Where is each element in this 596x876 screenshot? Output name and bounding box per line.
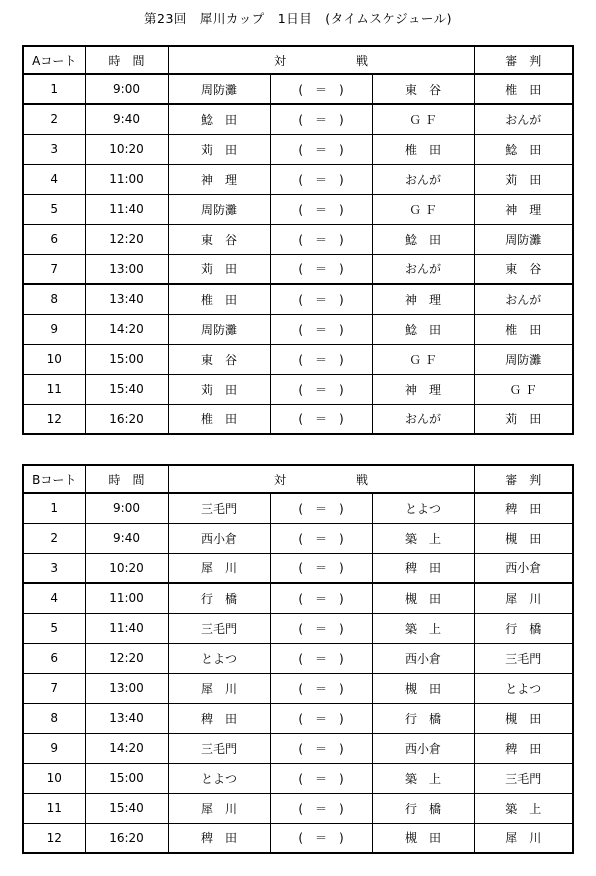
referee-team: Ｇ Ｆ: [474, 374, 573, 404]
team-2: 行 橋: [372, 703, 474, 733]
match-header: [168, 465, 474, 493]
referee-team: おんが: [474, 284, 573, 314]
court-b-rows: [23, 465, 573, 853]
referee-team: 犀 川: [474, 583, 573, 613]
table-row: [23, 284, 573, 314]
referee-team: 稗 田: [474, 733, 573, 763]
team-2: 神 理: [372, 284, 474, 314]
team-1: 稗 田: [168, 823, 270, 853]
match-time: 15:40: [85, 793, 168, 823]
time-header: 時 間: [85, 46, 168, 74]
referee-team: 神 理: [474, 194, 573, 224]
team-1: 行 橋: [168, 583, 270, 613]
team-2: 東 谷: [372, 74, 474, 104]
score-cell: ( ＝ ): [270, 284, 372, 314]
team-2: 槻 田: [372, 673, 474, 703]
score-cell: ( ＝ ): [270, 314, 372, 344]
team-1: 鯰 田: [168, 104, 270, 134]
court-b-schedule-table: [22, 464, 574, 854]
match-number: 4: [23, 164, 85, 194]
team-2: 行 橋: [372, 793, 474, 823]
team-1: 周防灘: [168, 74, 270, 104]
team-2: 鯰 田: [372, 314, 474, 344]
team-2: 鯰 田: [372, 224, 474, 254]
team-2: 築 上: [372, 523, 474, 553]
team-2: 神 理: [372, 374, 474, 404]
referee-team: 槻 田: [474, 523, 573, 553]
team-1: 犀 川: [168, 553, 270, 583]
team-2: 槻 田: [372, 583, 474, 613]
team-2: 稗 田: [372, 553, 474, 583]
referee-team: 周防灘: [474, 224, 573, 254]
match-time: 9:00: [85, 493, 168, 523]
match-time: 13:00: [85, 254, 168, 284]
score-cell: ( ＝ ): [270, 224, 372, 254]
team-1: 周防灘: [168, 314, 270, 344]
referee-team: 築 上: [474, 793, 573, 823]
match-time: 10:20: [85, 134, 168, 164]
match-header-left: 対: [273, 472, 286, 487]
table-row: [23, 164, 573, 194]
score-cell: ( ＝ ): [270, 74, 372, 104]
referee-team: 苅 田: [474, 164, 573, 194]
referee-team: 三毛門: [474, 763, 573, 793]
match-time: 16:20: [85, 823, 168, 853]
referee-team: 犀 川: [474, 823, 573, 853]
match-time: 13:00: [85, 673, 168, 703]
match-number: 11: [23, 374, 85, 404]
score-cell: ( ＝ ): [270, 553, 372, 583]
match-header: [168, 46, 474, 74]
score-cell: ( ＝ ): [270, 104, 372, 134]
team-2: 椎 田: [372, 134, 474, 164]
score-cell: ( ＝ ): [270, 194, 372, 224]
team-1: 稗 田: [168, 703, 270, 733]
match-time: 15:00: [85, 763, 168, 793]
match-time: 12:20: [85, 224, 168, 254]
score-cell: ( ＝ ): [270, 374, 372, 404]
team-2: 西小倉: [372, 643, 474, 673]
score-cell: ( ＝ ): [270, 523, 372, 553]
match-number: 5: [23, 613, 85, 643]
table-row: [23, 523, 573, 553]
match-time: 16:20: [85, 404, 168, 434]
table-row: [23, 553, 573, 583]
match-number: 2: [23, 104, 85, 134]
match-number: 3: [23, 553, 85, 583]
table-row: [23, 224, 573, 254]
team-1: 犀 川: [168, 793, 270, 823]
score-cell: ( ＝ ): [270, 673, 372, 703]
referee-team: 稗 田: [474, 493, 573, 523]
match-number: 7: [23, 673, 85, 703]
table-row: [23, 74, 573, 104]
referee-team: 椎 田: [474, 74, 573, 104]
team-1: 東 谷: [168, 344, 270, 374]
match-number: 9: [23, 733, 85, 763]
match-time: 14:20: [85, 314, 168, 344]
court-name-header: Aコート: [23, 46, 85, 74]
match-header-left: 対: [273, 53, 286, 68]
team-1: 苅 田: [168, 374, 270, 404]
score-cell: ( ＝ ): [270, 164, 372, 194]
court-name-header: Bコート: [23, 465, 85, 493]
match-time: 10:20: [85, 553, 168, 583]
team-2: おんが: [372, 164, 474, 194]
match-number: 12: [23, 404, 85, 434]
score-cell: ( ＝ ): [270, 344, 372, 374]
table-row: [23, 823, 573, 853]
referee-team: おんが: [474, 104, 573, 134]
table-row: [23, 404, 573, 434]
table-row: [23, 344, 573, 374]
match-time: 14:20: [85, 733, 168, 763]
table-row: [23, 134, 573, 164]
team-2: Ｇ Ｆ: [372, 194, 474, 224]
match-header-right: 戦: [356, 53, 369, 68]
team-1: 椎 田: [168, 284, 270, 314]
team-1: とよつ: [168, 643, 270, 673]
match-number: 9: [23, 314, 85, 344]
referee-team: 鯰 田: [474, 134, 573, 164]
table-row: [23, 673, 573, 703]
match-time: 11:40: [85, 613, 168, 643]
match-number: 3: [23, 134, 85, 164]
page-title: 第23回 犀川カップ 1日目 (タイムスケジュール): [144, 11, 452, 26]
team-1: 東 谷: [168, 224, 270, 254]
table-row: [23, 733, 573, 763]
team-2: Ｇ Ｆ: [372, 344, 474, 374]
time-header: 時 間: [85, 465, 168, 493]
score-cell: ( ＝ ): [270, 134, 372, 164]
table-row: [23, 793, 573, 823]
team-2: 築 上: [372, 613, 474, 643]
court-a-rows: [23, 46, 573, 434]
match-header-right: 戦: [356, 472, 369, 487]
table-row: [23, 643, 573, 673]
team-1: 犀 川: [168, 673, 270, 703]
referee-header: 審 判: [474, 465, 573, 493]
team-2: 築 上: [372, 763, 474, 793]
table-row: [23, 613, 573, 643]
match-number: 8: [23, 703, 85, 733]
team-2: 西小倉: [372, 733, 474, 763]
match-number: 6: [23, 224, 85, 254]
match-number: 4: [23, 583, 85, 613]
score-cell: ( ＝ ): [270, 763, 372, 793]
score-cell: ( ＝ ): [270, 793, 372, 823]
referee-team: とよつ: [474, 673, 573, 703]
table-row: [23, 703, 573, 733]
match-time: 11:40: [85, 194, 168, 224]
match-time: 15:00: [85, 344, 168, 374]
match-number: 10: [23, 344, 85, 374]
score-cell: ( ＝ ): [270, 613, 372, 643]
header-row: [23, 46, 573, 74]
team-1: 三毛門: [168, 733, 270, 763]
team-1: 椎 田: [168, 404, 270, 434]
match-time: 12:20: [85, 643, 168, 673]
match-number: 5: [23, 194, 85, 224]
match-number: 8: [23, 284, 85, 314]
score-cell: ( ＝ ): [270, 583, 372, 613]
match-number: 6: [23, 643, 85, 673]
match-time: 13:40: [85, 284, 168, 314]
team-1: 苅 田: [168, 254, 270, 284]
team-1: 神 理: [168, 164, 270, 194]
match-time: 13:40: [85, 703, 168, 733]
referee-team: 西小倉: [474, 553, 573, 583]
score-cell: ( ＝ ): [270, 823, 372, 853]
table-row: [23, 763, 573, 793]
team-1: 苅 田: [168, 134, 270, 164]
score-cell: ( ＝ ): [270, 493, 372, 523]
table-row: [23, 314, 573, 344]
team-1: 周防灘: [168, 194, 270, 224]
team-2: 槻 田: [372, 823, 474, 853]
table-row: [23, 104, 573, 134]
match-number: 11: [23, 793, 85, 823]
referee-header: 審 判: [474, 46, 573, 74]
team-1: 三毛門: [168, 613, 270, 643]
referee-team: 東 谷: [474, 254, 573, 284]
match-number: 12: [23, 823, 85, 853]
referee-team: 行 橋: [474, 613, 573, 643]
match-time: 9:40: [85, 523, 168, 553]
referee-team: 苅 田: [474, 404, 573, 434]
header-row: [23, 465, 573, 493]
team-2: おんが: [372, 404, 474, 434]
court-a-schedule-table: [22, 45, 574, 435]
score-cell: ( ＝ ): [270, 733, 372, 763]
score-cell: ( ＝ ): [270, 643, 372, 673]
referee-team: 三毛門: [474, 643, 573, 673]
match-time: 9:40: [85, 104, 168, 134]
match-time: 11:00: [85, 164, 168, 194]
table-row: [23, 583, 573, 613]
match-time: 11:00: [85, 583, 168, 613]
referee-team: 周防灘: [474, 344, 573, 374]
match-number: 1: [23, 74, 85, 104]
match-number: 10: [23, 763, 85, 793]
referee-team: 椎 田: [474, 314, 573, 344]
match-time: 15:40: [85, 374, 168, 404]
referee-team: 槻 田: [474, 703, 573, 733]
team-2: おんが: [372, 254, 474, 284]
match-number: 2: [23, 523, 85, 553]
score-cell: ( ＝ ): [270, 254, 372, 284]
match-number: 1: [23, 493, 85, 523]
match-time: 9:00: [85, 74, 168, 104]
score-cell: ( ＝ ): [270, 404, 372, 434]
table-row: [23, 194, 573, 224]
match-number: 7: [23, 254, 85, 284]
team-1: 三毛門: [168, 493, 270, 523]
table-row: [23, 493, 573, 523]
table-row: [23, 254, 573, 284]
team-1: 西小倉: [168, 523, 270, 553]
team-1: とよつ: [168, 763, 270, 793]
table-row: [23, 374, 573, 404]
team-2: Ｇ Ｆ: [372, 104, 474, 134]
score-cell: ( ＝ ): [270, 703, 372, 733]
team-2: とよつ: [372, 493, 474, 523]
